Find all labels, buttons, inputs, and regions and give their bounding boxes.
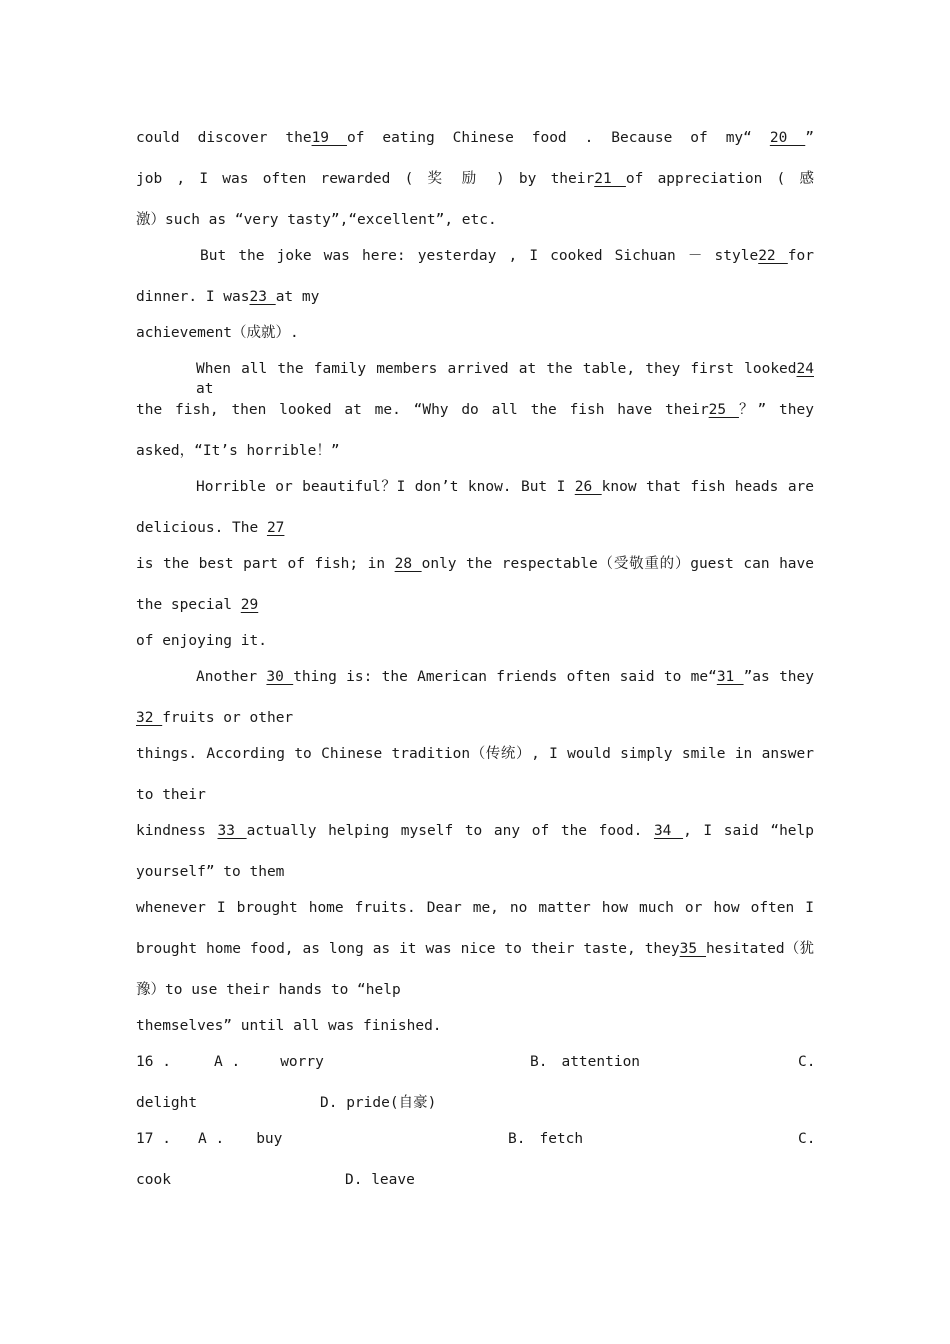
passage-line: Horrible or beautiful？I don’t know. But I 26 know that fish heads are [196,479,815,495]
blank-20: 20 [769,130,806,146]
passage-line: could discover the19 of eating Chinese food . Because of my“ 20 ” [136,130,814,146]
passage-line: of enjoying it. [136,633,267,649]
passage-line: kindness 33 actually helping myself to any of the food. 34 , I said “help [136,823,814,839]
question-17-option-b: B. fetch [508,1131,584,1147]
passage-line: the fish, then looked at me. “Why do all the fish have their25 ？” they [136,402,814,418]
passage-line: job , I was often rewarded ( 奖 励 ) by their21 of appreciation ( 感 [136,171,814,187]
passage-line: brought home food, as long as it was nice to their taste, they35 hesitated（犹 [136,941,814,957]
blank-23: 23 [249,289,276,305]
question-16-number: 16 . [136,1054,171,1070]
question-16-option-a: A . worry [214,1054,324,1070]
blank-19: 19 [311,130,347,146]
question-16-option-b: B. attention [530,1054,641,1070]
passage-line: whenever I brought home fruits. Dear me, no matter how much or how often I [136,900,814,916]
passage-line: things. According to Chinese tradition（传统）, I would simply smile in answer [136,746,814,762]
question-16-option-c-label: C. [798,1054,816,1070]
passage-line: 激）such as “very tasty”,“excellent”, etc. [136,212,497,228]
passage-line: 豫）to use their hands to “help [136,982,401,998]
question-17-option-a: A . buy [198,1131,283,1147]
passage-line: is the best part of fish; in 28 only the respectable（受敬重的）guest can have [136,556,814,572]
passage-line: themselves” until all was finished. [136,1018,442,1034]
question-17-option-d: D. leave [345,1172,415,1188]
blank-32: 32 [136,710,163,726]
question-16-option-d: D. pride(自豪) [320,1095,437,1111]
blank-31: 31 [716,669,744,685]
passage-line: dinner. I was23 at my [136,289,320,305]
question-17-option-c-label: C. [798,1131,816,1147]
passage-line: Another 30 thing is: the American friends often said to me“31 ”as they [196,669,814,685]
blank-22: 22 [758,248,788,264]
blank-28: 28 [394,556,422,572]
passage-line: yourself” to them [136,864,285,880]
blank-34: 34 [653,823,684,839]
passage-line: 32 fruits or other [136,710,294,726]
blank-24: 24 [796,361,814,377]
question-17-number: 17 . [136,1131,171,1147]
blank-21: 21 [594,171,626,187]
question-16-option-c-text: delight [136,1095,198,1111]
blank-25: 25 [708,402,739,418]
blank-30: 30 [266,669,294,685]
blank-33: 33 [217,823,247,839]
passage-line: delicious. The 27 [136,520,285,536]
passage-line: But the joke was here: yesterday , I cooked Sichuan － style22 for [200,248,814,264]
passage-line: to their [136,787,206,803]
blank-27: 27 [266,520,285,536]
blank-26: 26 [574,479,602,495]
passage-line: achievement（成就）. [136,325,299,341]
blank-35: 35 [679,941,707,957]
passage-line: When all the family members arrived at the table, they first looked24 at [196,361,814,397]
blank-29: 29 [240,597,259,613]
passage-line: the special 29 [136,597,259,613]
question-17-option-c-text: cook [136,1172,171,1188]
passage-line: asked，“It’s horrible！” [136,443,340,459]
